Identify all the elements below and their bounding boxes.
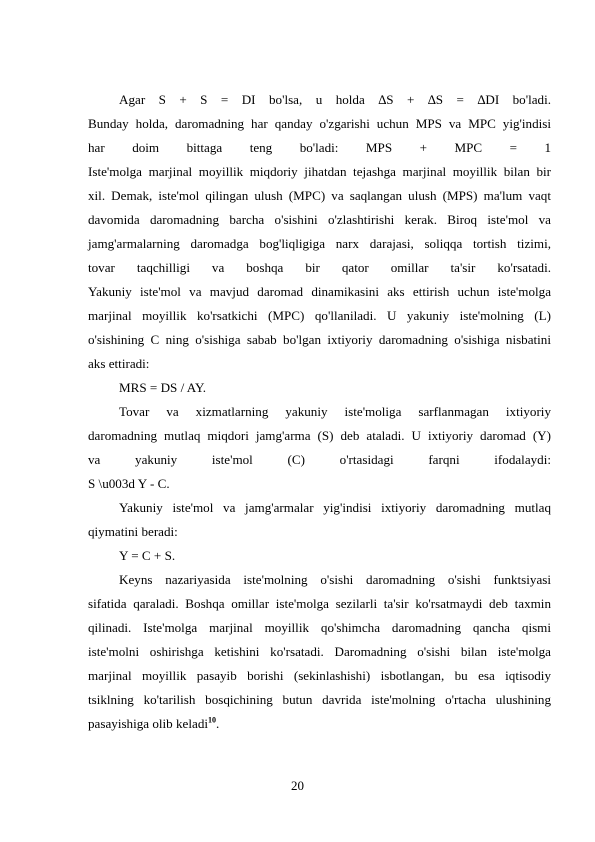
text-line: tsiklning ko'tarilish bosqichining butun davrida iste'molning o'rtacha ulushining [88, 692, 551, 707]
document-body [88, 88, 551, 736]
text-line: xil. Demak, iste'mol qilingan ulush (MPC) va saqlangan ulush (MPS) ma'lum vaqt [88, 188, 551, 203]
text-line: qiymatini beradi: [88, 524, 178, 539]
text-line: Keyns nazariyasida iste'molning o'sishi daromadning o'sishi funktsiyasi [119, 572, 551, 587]
text-line: davomida daromadning barcha o'sishini o'zlashtirishi kerak. Biroq iste'mol va [88, 212, 551, 227]
text-line: pasayishiga olib keladi [88, 716, 208, 731]
formula-line: S \u003d Y - C. [88, 476, 170, 491]
text-line: o'sishining C ning o'sishiga sabab bo'lgan ixtiyoriy daromadning o'sishiga nisbatini [88, 332, 551, 347]
text-line: marjinal moyillik pasayib borishi (sekinlashishi) isbotlangan, bu esa iqtisodiy [88, 668, 551, 683]
text-line: tovar taqchilligi va boshqa bir qator omillar ta'sir ko'rsatadi. [88, 260, 551, 275]
text-line: qilinadi. Iste'molga marjinal moyillik qo'shimcha daromadning qancha qismi [88, 620, 551, 635]
text-line: Yakuniy iste'mol va mavjud daromad dinamikasini aks ettirish uchun iste'molga [88, 284, 551, 299]
text-line: sifatida qaraladi. Boshqa omillar iste'molga sezilarli ta'sir ko'rsatmaydi deb taxmin [88, 596, 551, 611]
page-number: 20 [291, 778, 304, 793]
text-line: Iste'molga marjinal moyillik miqdoriy jihatdan tejashga marjinal moyillik bilan bir [88, 164, 551, 179]
text-line: aks ettiradi: [88, 356, 150, 371]
formula-line: MRS = DS / AY. [119, 380, 207, 395]
text-line: iste'molni oshirishga ketishini ko'rsatadi. Daromadning o'sishi bilan iste'molga [88, 644, 551, 659]
text-line: jamg'armalarning daromadga bog'liqligiga narx darajasi, soliqqa tortish tizimi, [88, 236, 551, 251]
text-line: Tovar va xizmatlarning yakuniy iste'moliga sarflanmagan ixtiyoriy [119, 404, 551, 419]
text-line: har doim bittaga teng bo'ladi: MPS + MPC = 1 [88, 140, 551, 155]
text-line-last [88, 712, 551, 736]
footnote-reference[interactable]: 10 [208, 715, 216, 725]
text-line: Bunday holda, daromadning har qanday o'zgarishi uchun MPS va MPC yig'indisi [88, 116, 551, 131]
text-line: Yakuniy iste'mol va jamg'armalar yig'indisi ixtiyoriy daromadning mutlaq [119, 500, 551, 515]
text-line: va yakuniy iste'mol (C) o'rtasidagi farqni ifodalaydi: [88, 452, 551, 467]
text-line: marjinal moyillik ko'rsatkichi (MPC) qo'llaniladi. U yakuniy iste'molning (L) [88, 308, 551, 323]
formula-line: Y = C + S. [119, 548, 176, 563]
sentence-end: . [216, 716, 220, 731]
text-line: Agar S + S = DI bo'lsa, u holda ∆S + ∆S = ∆DI bo'ladi. [119, 92, 551, 107]
text-line: daromadning mutlaq miqdori jamg'arma (S) deb ataladi. U ixtiyoriy daromad (Y) [88, 428, 551, 443]
